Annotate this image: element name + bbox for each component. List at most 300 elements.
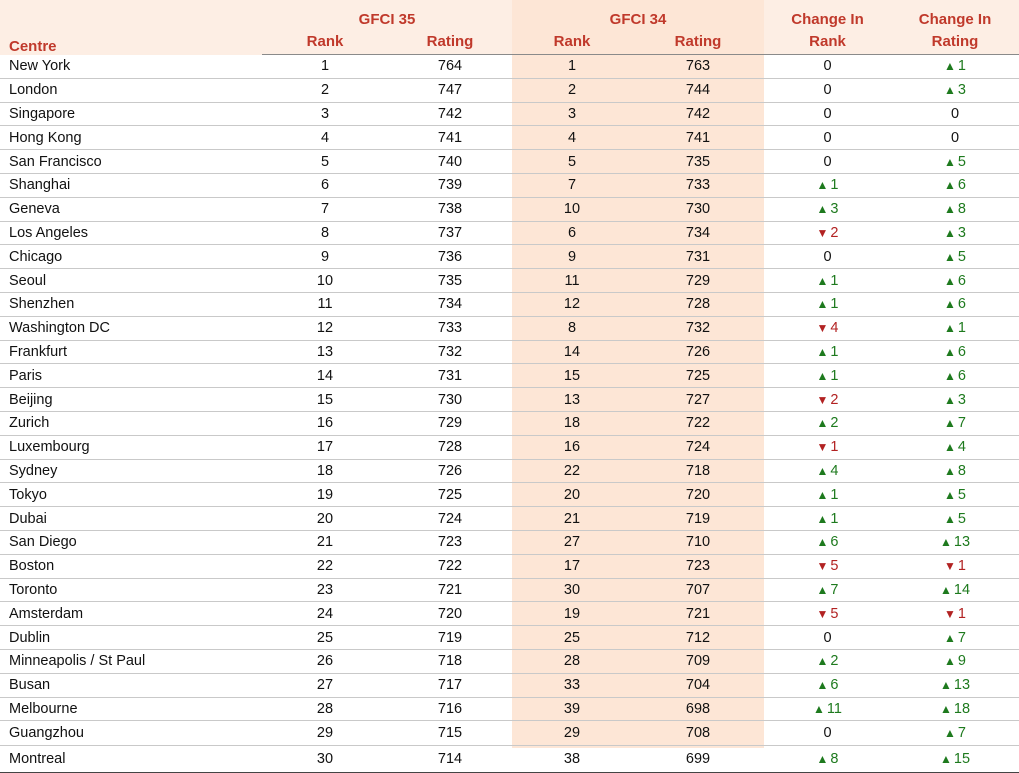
gfci34-rank-cell: 33 [512, 673, 632, 697]
change-rating-cell [891, 173, 1019, 197]
triangle-down-icon: ▼ [816, 225, 829, 240]
triangle-up-icon: ▲ [944, 321, 956, 336]
centre-cell: Shenzhen [0, 292, 262, 316]
triangle-up-icon: ▲ [944, 178, 956, 193]
change-rank-cell [764, 435, 891, 459]
header-gfci35-rating: Rating [388, 28, 512, 55]
gfci34-rating-cell: 698 [632, 697, 764, 721]
gfci35-rank-cell: 10 [262, 269, 388, 293]
gfci35-rank-cell: 8 [262, 221, 388, 245]
change-value: 3 [957, 82, 966, 99]
header-change-rank-bottom: Rank [764, 28, 891, 55]
triangle-up-icon: ▲ [939, 701, 952, 716]
gfci34-rank-cell: 1 [512, 55, 632, 79]
change-value: 18 [953, 700, 971, 717]
gfci35-rating-cell: 731 [388, 364, 512, 388]
centre-cell: Los Angeles [0, 221, 262, 245]
triangle-up-icon: ▲ [944, 297, 956, 312]
change-rank-cell: 0 [764, 126, 891, 150]
gfci34-rating-cell: 712 [632, 626, 764, 650]
gfci34-rating-cell: 763 [632, 55, 764, 79]
table-header [0, 0, 1019, 55]
centre-cell: Luxembourg [0, 435, 262, 459]
gfci35-rating-cell: 719 [388, 626, 512, 650]
gfci34-rating-cell: 732 [632, 316, 764, 340]
gfci34-rank-cell: 29 [512, 721, 632, 746]
table-row [0, 292, 1019, 316]
gfci35-rank-cell: 20 [262, 507, 388, 531]
centre-cell: Shanghai [0, 173, 262, 197]
gfci35-rank-cell: 1 [262, 55, 388, 79]
gfci34-rank-cell: 8 [512, 316, 632, 340]
table-row [0, 530, 1019, 554]
gfci34-rank-cell: 12 [512, 292, 632, 316]
gfci35-rank-cell: 21 [262, 530, 388, 554]
gfci34-rating-cell: 725 [632, 364, 764, 388]
change-value: 5 [957, 510, 966, 527]
table-row [0, 269, 1019, 293]
gfci35-rank-cell: 23 [262, 578, 388, 602]
gfci35-rank-cell: 28 [262, 697, 388, 721]
triangle-down-icon: ▼ [816, 392, 829, 407]
table-row [0, 78, 1019, 102]
gfci35-rank-cell: 16 [262, 411, 388, 435]
table-row [0, 173, 1019, 197]
change-rating-cell [891, 150, 1019, 174]
change-rating-cell [891, 697, 1019, 721]
table-row [0, 649, 1019, 673]
gfci35-rating-cell: 726 [388, 459, 512, 483]
gfci35-rank-cell: 15 [262, 388, 388, 412]
change-value: 6 [957, 272, 966, 289]
centre-cell: London [0, 78, 262, 102]
table-row [0, 697, 1019, 721]
change-rating-cell [891, 673, 1019, 697]
change-rating-cell [891, 483, 1019, 507]
gfci34-rating-cell: 721 [632, 602, 764, 626]
triangle-down-icon: ▼ [816, 606, 829, 621]
change-value: 11 [826, 700, 842, 717]
gfci35-rating-cell: 730 [388, 388, 512, 412]
change-value: 4 [830, 462, 839, 479]
triangle-up-icon: ▲ [816, 752, 829, 767]
change-value: 9 [957, 653, 966, 670]
gfci34-rating-cell: 733 [632, 173, 764, 197]
gfci35-rating-cell: 738 [388, 197, 512, 221]
gfci34-rating-cell: 729 [632, 269, 764, 293]
change-rank-cell [764, 340, 891, 364]
centre-cell: Minneapolis / St Paul [0, 649, 262, 673]
change-rating-cell [891, 459, 1019, 483]
header-gfci34-rating: Rating [632, 28, 764, 55]
change-rank-cell: 0 [764, 78, 891, 102]
triangle-up-icon: ▲ [816, 582, 829, 597]
table-row [0, 364, 1019, 388]
gfci34-rank-cell: 14 [512, 340, 632, 364]
change-rank-cell [764, 292, 891, 316]
header-gfci34: GFCI 34 [609, 11, 667, 28]
table-row [0, 411, 1019, 435]
gfci35-rating-cell: 737 [388, 221, 512, 245]
triangle-up-icon: ▲ [944, 83, 956, 98]
triangle-down-icon: ▼ [816, 559, 829, 574]
gfci34-rank-cell: 18 [512, 411, 632, 435]
triangle-up-icon: ▲ [939, 678, 952, 693]
change-rating-cell [891, 316, 1019, 340]
gfci34-rating-cell: 727 [632, 388, 764, 412]
change-rating-cell: 0 [891, 102, 1019, 126]
centre-cell: Dubai [0, 507, 262, 531]
change-rank-cell [764, 697, 891, 721]
change-rating-cell [891, 507, 1019, 531]
gfci35-rating-cell: 729 [388, 411, 512, 435]
gfci34-rank-cell: 25 [512, 626, 632, 650]
triangle-up-icon: ▲ [939, 535, 952, 550]
change-rank-cell [764, 530, 891, 554]
centre-cell: Paris [0, 364, 262, 388]
centre-cell: Frankfurt [0, 340, 262, 364]
gfci34-rating-cell: 718 [632, 459, 764, 483]
gfci35-rank-cell: 22 [262, 554, 388, 578]
centre-cell: Geneva [0, 197, 262, 221]
triangle-up-icon: ▲ [944, 630, 956, 645]
centre-cell: New York [0, 55, 262, 79]
change-value: 5 [957, 248, 966, 265]
gfci35-rating-cell: 740 [388, 150, 512, 174]
triangle-up-icon: ▲ [816, 511, 829, 526]
change-rating-cell [891, 221, 1019, 245]
table-row [0, 435, 1019, 459]
gfci34-rating-cell: 744 [632, 78, 764, 102]
change-rating-cell [891, 388, 1019, 412]
triangle-down-icon: ▼ [816, 440, 829, 455]
triangle-up-icon: ▲ [816, 344, 829, 359]
change-rating-cell [891, 649, 1019, 673]
table-row [0, 102, 1019, 126]
gfci34-rating-cell: 720 [632, 483, 764, 507]
gfci34-rank-cell: 19 [512, 602, 632, 626]
change-rank-cell [764, 269, 891, 293]
change-rank-cell [764, 746, 891, 773]
triangle-up-icon: ▲ [816, 535, 829, 550]
gfci35-rating-cell: 736 [388, 245, 512, 269]
change-value: 6 [957, 177, 966, 194]
table-row [0, 626, 1019, 650]
gfci35-rank-cell: 13 [262, 340, 388, 364]
gfci35-rank-cell: 5 [262, 150, 388, 174]
gfci35-rank-cell: 11 [262, 292, 388, 316]
gfci35-rating-cell: 723 [388, 530, 512, 554]
change-value: 3 [830, 201, 839, 218]
gfci35-rating-cell: 742 [388, 102, 512, 126]
gfci34-rank-cell: 21 [512, 507, 632, 531]
change-value: 1 [830, 439, 839, 456]
table-row [0, 340, 1019, 364]
centre-cell: Amsterdam [0, 602, 262, 626]
change-value: 2 [830, 653, 839, 670]
triangle-up-icon: ▲ [944, 392, 956, 407]
table-row [0, 507, 1019, 531]
gfci34-rating-cell: 719 [632, 507, 764, 531]
triangle-down-icon: ▼ [944, 559, 956, 574]
triangle-down-icon: ▼ [816, 321, 829, 336]
header-gfci34-rank: Rank [512, 28, 632, 55]
change-rank-cell [764, 483, 891, 507]
gfci34-rank-cell: 39 [512, 697, 632, 721]
table-row [0, 673, 1019, 697]
centre-cell: Dublin [0, 626, 262, 650]
change-value: 1 [957, 58, 966, 75]
change-rating-cell [891, 626, 1019, 650]
change-value: 3 [957, 391, 966, 408]
triangle-up-icon: ▲ [944, 416, 956, 431]
triangle-up-icon: ▲ [816, 202, 829, 217]
gfci35-rating-cell: 717 [388, 673, 512, 697]
centre-cell: San Diego [0, 530, 262, 554]
change-value: 1 [957, 320, 966, 337]
change-value: 1 [957, 558, 966, 575]
change-rating-cell [891, 340, 1019, 364]
gfci34-rating-cell: 724 [632, 435, 764, 459]
change-rank-cell [764, 221, 891, 245]
gfci34-rating-cell: 710 [632, 530, 764, 554]
change-rank-cell [764, 388, 891, 412]
triangle-up-icon: ▲ [944, 249, 956, 264]
change-value: 6 [957, 367, 966, 384]
triangle-up-icon: ▲ [944, 368, 956, 383]
triangle-down-icon: ▼ [944, 606, 956, 621]
gfci34-rating-cell: 730 [632, 197, 764, 221]
centre-cell: Toronto [0, 578, 262, 602]
table-row [0, 459, 1019, 483]
gfci35-rank-cell: 30 [262, 746, 388, 773]
triangle-up-icon: ▲ [944, 202, 956, 217]
change-rating-cell [891, 269, 1019, 293]
triangle-up-icon: ▲ [816, 178, 829, 193]
gfci35-rating-cell: 715 [388, 721, 512, 746]
gfci34-rank-cell: 17 [512, 554, 632, 578]
change-rating-cell: 0 [891, 126, 1019, 150]
triangle-up-icon: ▲ [944, 154, 956, 169]
header-centre: Centre [0, 0, 262, 55]
change-value: 5 [957, 153, 966, 170]
triangle-up-icon: ▲ [939, 752, 952, 767]
gfci34-rating-cell: 735 [632, 150, 764, 174]
change-rating-cell [891, 364, 1019, 388]
gfci35-rating-cell: 747 [388, 78, 512, 102]
change-rank-cell [764, 364, 891, 388]
gfci34-rank-cell: 6 [512, 221, 632, 245]
gfci35-rank-cell: 3 [262, 102, 388, 126]
gfci34-rating-cell: 722 [632, 411, 764, 435]
change-value: 4 [830, 320, 839, 337]
gfci34-rating-cell: 731 [632, 245, 764, 269]
triangle-up-icon: ▲ [816, 273, 829, 288]
gfci35-rating-cell: 722 [388, 554, 512, 578]
triangle-up-icon: ▲ [944, 487, 956, 502]
change-value: 1 [830, 177, 839, 194]
centre-cell: Seoul [0, 269, 262, 293]
gfci34-rank-cell: 30 [512, 578, 632, 602]
gfci34-rating-cell: 704 [632, 673, 764, 697]
gfci35-rank-cell: 9 [262, 245, 388, 269]
gfci35-rank-cell: 17 [262, 435, 388, 459]
gfci34-rank-cell: 20 [512, 483, 632, 507]
gfci34-rating-cell: 709 [632, 649, 764, 673]
change-value: 8 [957, 201, 966, 218]
centre-cell: Tokyo [0, 483, 262, 507]
gfci35-rank-cell: 2 [262, 78, 388, 102]
triangle-up-icon: ▲ [816, 463, 829, 478]
triangle-up-icon: ▲ [816, 487, 829, 502]
gfci35-rating-cell: 718 [388, 649, 512, 673]
change-rating-cell [891, 554, 1019, 578]
change-rank-cell [764, 411, 891, 435]
change-rank-cell [764, 602, 891, 626]
change-value: 8 [957, 462, 966, 479]
gfci34-rank-cell: 3 [512, 102, 632, 126]
gfci34-rating-cell: 726 [632, 340, 764, 364]
table-row [0, 746, 1019, 773]
change-rating-cell [891, 746, 1019, 773]
change-value: 7 [957, 415, 966, 432]
change-value: 2 [830, 391, 839, 408]
change-rating-cell [891, 78, 1019, 102]
change-value: 2 [830, 415, 839, 432]
gfci35-rank-cell: 24 [262, 602, 388, 626]
change-rank-cell [764, 554, 891, 578]
centre-cell: Beijing [0, 388, 262, 412]
table-row [0, 554, 1019, 578]
gfci34-rating-cell: 708 [632, 721, 764, 746]
gfci34-rank-cell: 11 [512, 269, 632, 293]
gfci34-rank-cell: 2 [512, 78, 632, 102]
gfci34-rank-cell: 16 [512, 435, 632, 459]
change-value: 1 [830, 272, 839, 289]
gfci35-rank-cell: 14 [262, 364, 388, 388]
gfci34-rating-cell: 741 [632, 126, 764, 150]
change-value: 8 [830, 751, 839, 768]
change-rank-cell: 0 [764, 102, 891, 126]
change-rating-cell [891, 602, 1019, 626]
change-value: 14 [953, 581, 971, 598]
centre-cell: Melbourne [0, 697, 262, 721]
change-value: 2 [830, 224, 839, 241]
gfci34-rating-cell: 723 [632, 554, 764, 578]
gfci35-rank-cell: 6 [262, 173, 388, 197]
centre-cell: Washington DC [0, 316, 262, 340]
change-rank-cell [764, 173, 891, 197]
triangle-up-icon: ▲ [944, 511, 956, 526]
change-rating-cell [891, 721, 1019, 746]
change-rank-cell: 0 [764, 721, 891, 746]
triangle-up-icon: ▲ [944, 344, 956, 359]
header-change-rating-bottom: Rating [891, 28, 1019, 55]
table-body [0, 55, 1019, 773]
gfci35-rank-cell: 4 [262, 126, 388, 150]
change-rank-cell [764, 316, 891, 340]
change-rank-cell: 0 [764, 245, 891, 269]
change-value: 6 [957, 296, 966, 313]
centre-cell: Boston [0, 554, 262, 578]
centre-cell: Sydney [0, 459, 262, 483]
gfci34-rank-cell: 13 [512, 388, 632, 412]
table-row [0, 150, 1019, 174]
gfci35-rank-cell: 26 [262, 649, 388, 673]
change-rank-cell: 0 [764, 150, 891, 174]
gfci35-rating-cell: 721 [388, 578, 512, 602]
centre-cell: Zurich [0, 411, 262, 435]
change-value: 5 [957, 486, 966, 503]
gfci34-rating-cell: 742 [632, 102, 764, 126]
gfci35-rank-cell: 25 [262, 626, 388, 650]
change-rating-cell [891, 411, 1019, 435]
centre-cell: Chicago [0, 245, 262, 269]
change-rank-cell [764, 673, 891, 697]
centre-cell: Singapore [0, 102, 262, 126]
gfci35-rating-cell: 720 [388, 602, 512, 626]
change-rank-cell [764, 197, 891, 221]
change-value: 13 [953, 677, 971, 694]
gfci34-rank-cell: 28 [512, 649, 632, 673]
change-value: 1 [830, 510, 839, 527]
gfci35-rank-cell: 29 [262, 721, 388, 746]
centre-cell: Guangzhou [0, 721, 262, 746]
triangle-up-icon: ▲ [816, 678, 829, 693]
change-rank-cell: 0 [764, 55, 891, 79]
gfci35-rank-cell: 7 [262, 197, 388, 221]
change-rating-cell [891, 292, 1019, 316]
change-value: 13 [953, 534, 971, 551]
gfci35-rating-cell: 724 [388, 507, 512, 531]
triangle-up-icon: ▲ [816, 654, 829, 669]
gfci35-rating-cell: 734 [388, 292, 512, 316]
change-value: 7 [957, 725, 966, 742]
centre-cell: Montreal [0, 746, 262, 773]
centre-cell: San Francisco [0, 150, 262, 174]
change-value: 1 [830, 486, 839, 503]
change-value: 1 [830, 343, 839, 360]
gfci35-rating-cell: 764 [388, 55, 512, 79]
change-rank-cell [764, 459, 891, 483]
table-row [0, 316, 1019, 340]
change-value: 15 [953, 751, 971, 768]
table-row [0, 245, 1019, 269]
table-row [0, 388, 1019, 412]
triangle-up-icon: ▲ [944, 463, 956, 478]
triangle-up-icon: ▲ [944, 59, 956, 74]
gfci35-rating-cell: 728 [388, 435, 512, 459]
gfci34-rank-cell: 10 [512, 197, 632, 221]
gfci35-rating-cell: 725 [388, 483, 512, 507]
centre-cell: Hong Kong [0, 126, 262, 150]
triangle-up-icon: ▲ [944, 225, 956, 240]
change-value: 5 [830, 558, 839, 575]
table-row [0, 221, 1019, 245]
gfci34-rank-cell: 22 [512, 459, 632, 483]
table-row [0, 126, 1019, 150]
triangle-up-icon: ▲ [944, 726, 956, 741]
gfci34-rank-cell: 15 [512, 364, 632, 388]
change-rating-cell [891, 55, 1019, 79]
change-rank-cell [764, 578, 891, 602]
triangle-up-icon: ▲ [816, 297, 829, 312]
gfci34-rating-cell: 734 [632, 221, 764, 245]
gfci34-rank-cell: 9 [512, 245, 632, 269]
gfci35-rank-cell: 19 [262, 483, 388, 507]
table-row [0, 55, 1019, 79]
gfci34-rank-cell: 27 [512, 530, 632, 554]
